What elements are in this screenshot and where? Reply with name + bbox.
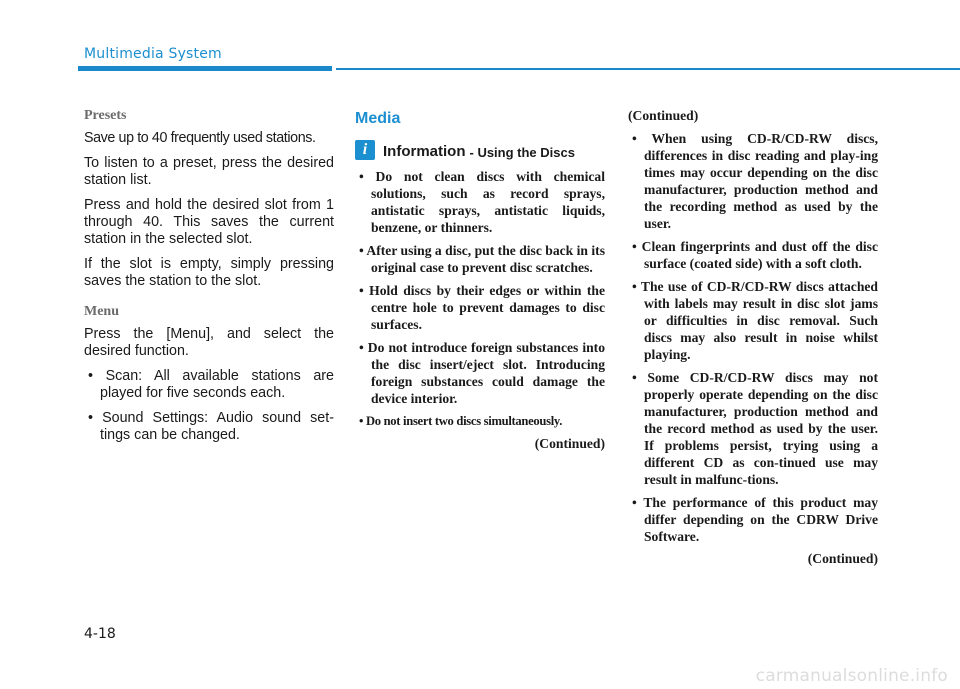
list-item: • The performance of this product may differ depending on the CDRW Drive Software. xyxy=(632,495,878,544)
presets-heading: Presets xyxy=(84,108,127,123)
list-item: • Clean fingerprints and dust off the disc surface (coated side) with a soft cloth. xyxy=(632,239,878,271)
menu-paragraph: Press the [Menu], and select the desired function. xyxy=(84,326,334,359)
list-item: • The use of CD-R/CD-RW discs attached with labels may result in disc slot jams or difficulties in disc removal. Such discs may also result in noise whilst playing. xyxy=(632,279,878,362)
page-number: 4-18 xyxy=(84,626,116,642)
menu-heading: Menu xyxy=(84,304,119,319)
list-item: • When using CD-R/CD-RW discs, differences in disc reading and play-ing times may occur depending on the disc manufacturer, production method and the recording method as used by the user. xyxy=(632,131,878,231)
presets-paragraph: To listen to a preset, press the desired station list. xyxy=(84,155,334,188)
list-item: • Do not insert two discs simultaneously. xyxy=(359,414,563,428)
list-item: • Do not introduce foreign substances into the disc insert/eject slot. Introducing foreign substances could damage the device interior. xyxy=(359,340,605,406)
continued-note: (Continued) xyxy=(534,436,605,451)
list-item: • Hold discs by their edges or within the centre hole to prevent damages to disc surfaces. xyxy=(359,283,605,332)
media-heading: Media xyxy=(355,110,401,127)
presets-paragraph: Save up to 40 frequently used stations. xyxy=(84,130,316,146)
section-title: Multimedia System xyxy=(84,46,222,62)
right-column xyxy=(628,108,878,567)
info-icon: i xyxy=(355,140,375,160)
continued-note: (Continued) xyxy=(807,551,878,566)
left-column xyxy=(84,108,334,452)
watermark: carmanualsonline.info xyxy=(755,666,948,686)
header-bar-thin xyxy=(336,68,960,70)
cdrw-list xyxy=(628,130,878,545)
presets-paragraph: If the slot is empty, simply pressing saves the station to the slot. xyxy=(84,256,334,289)
continued-note: (Continued) xyxy=(628,108,699,123)
presets-paragraph: Press and hold the desired slot from 1 through 40. This saves the current station in the selected slot. xyxy=(84,197,334,247)
menu-list xyxy=(84,368,334,444)
disc-care-list xyxy=(355,168,605,430)
information-subtitle: - Using the Discs xyxy=(469,145,575,160)
list-item: • After using a disc, put the disc back in its original case to prevent disc scratches. xyxy=(359,243,605,275)
list-item: • Do not clean discs with chemical solutions, such as record sprays, antistatic sprays, antistatic liquids, benzene, or thinners. xyxy=(359,169,605,235)
middle-column xyxy=(355,108,605,452)
list-item: • Scan: All available stations are played for five seconds each. xyxy=(88,368,334,401)
information-heading xyxy=(355,140,605,160)
information-label: Information xyxy=(383,143,466,160)
header-bar-thick xyxy=(78,66,332,71)
list-item: • Sound Settings: Audio sound set-tings can be changed. xyxy=(88,410,334,443)
list-item: • Some CD-R/CD-RW discs may not properly operate depending on the disc manufacturer, production method and the record method as used by the user. If problems persist, trying using a different CD as con-tinued use may result in malfunc-tions. xyxy=(632,370,878,487)
